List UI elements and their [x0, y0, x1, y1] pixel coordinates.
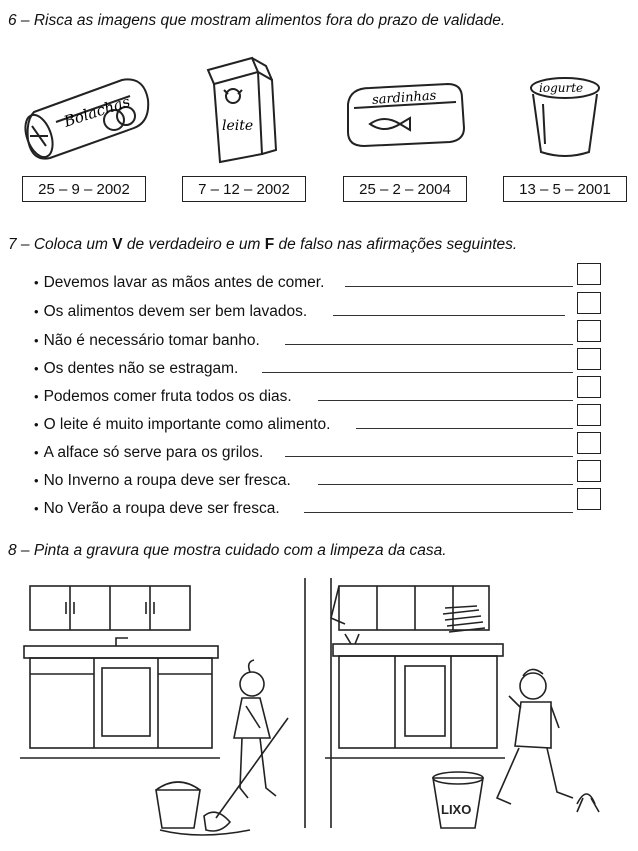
statement-text: No Inverno a roupa deve ser fresca. — [43, 472, 291, 489]
statement-7: • A alface só serve para os grilos. — [34, 444, 264, 461]
statement-text: No Verão a roupa deve ser fresca. — [43, 500, 280, 517]
statement-3: • Não é necessário tomar banho. — [34, 332, 260, 349]
milk-carton-image[interactable] — [200, 50, 280, 165]
answer-box-1[interactable] — [577, 263, 601, 285]
statement-text: Os dentes não se estragam. — [43, 360, 239, 377]
yogurt-label: iogurte — [539, 81, 584, 95]
question-8-title: 8 – Pinta a gravura que mostra cuidado com a limpeza da casa. — [8, 542, 447, 559]
yogurt-cup-image[interactable] — [525, 74, 605, 164]
answer-box-6[interactable] — [577, 404, 601, 426]
answer-line — [318, 484, 573, 485]
answer-line — [318, 400, 573, 401]
q7-title-part: de falso nas afirmações seguintes. — [274, 236, 518, 253]
statement-text: Não é necessário tomar banho. — [43, 332, 260, 349]
answer-line — [304, 512, 573, 513]
answer-line — [285, 344, 573, 345]
answer-box-2[interactable] — [577, 292, 601, 314]
biscuits-package-image[interactable] — [22, 70, 152, 165]
answer-box-3[interactable] — [577, 320, 601, 342]
question-7-title — [8, 236, 517, 254]
statement-5: • Podemos comer fruta todos os dias. — [34, 388, 292, 405]
statement-text: Os alimentos devem ser bem lavados. — [43, 303, 308, 320]
q7-title-part: de verdadeiro e um — [122, 236, 265, 253]
answer-box-9[interactable] — [577, 488, 601, 510]
clean-kitchen-picture[interactable] — [20, 578, 320, 843]
answer-line — [285, 456, 573, 457]
milk-label: leite — [222, 118, 254, 134]
answer-line — [345, 286, 573, 287]
answer-box-7[interactable] — [577, 432, 601, 454]
answer-box-8[interactable] — [577, 460, 601, 482]
statement-8: • No Inverno a roupa deve ser fresca. — [34, 472, 291, 489]
expiry-date-milk: 7 – 12 – 2002 — [182, 176, 306, 202]
statement-text: A alface só serve para os grilos. — [43, 444, 264, 461]
statement-text: Podemos comer fruta todos os dias. — [43, 388, 292, 405]
bin-label: LIXO — [441, 802, 472, 817]
answer-line — [333, 315, 565, 316]
statement-text: O leite é muito importante como alimento. — [43, 416, 331, 433]
answer-line — [262, 372, 573, 373]
statement-6: • O leite é muito importante como alimento. — [34, 416, 331, 433]
q7-title-part: 7 – Coloca um — [8, 236, 113, 253]
statement-2: • Os alimentos devem ser bem lavados. — [34, 303, 308, 320]
answer-box-5[interactable] — [577, 376, 601, 398]
sardines-label: sardinhas — [371, 88, 437, 108]
statement-4: • Os dentes não se estragam. — [34, 360, 239, 377]
answer-line — [356, 428, 573, 429]
expiry-date-sardines: 25 – 2 – 2004 — [343, 176, 467, 202]
sardines-tin-image[interactable] — [340, 76, 470, 156]
expiry-date-biscuits: 25 – 9 – 2002 — [22, 176, 146, 202]
answer-box-4[interactable] — [577, 348, 601, 370]
biscuits-label: Bolachas — [61, 92, 133, 131]
expiry-date-yogurt: 13 – 5 – 2001 — [503, 176, 627, 202]
statement-1: • Devemos lavar as mãos antes de comer. — [34, 274, 325, 291]
statement-text: Devemos lavar as mãos antes de comer. — [43, 274, 325, 291]
true-letter: V — [112, 236, 123, 253]
question-6-title: 6 – Risca as imagens que mostram alimentos fora do prazo de validade. — [8, 12, 506, 29]
dirty-kitchen-picture[interactable] — [325, 578, 625, 843]
statement-9: • No Verão a roupa deve ser fresca. — [34, 500, 280, 517]
false-letter: F — [264, 236, 275, 253]
